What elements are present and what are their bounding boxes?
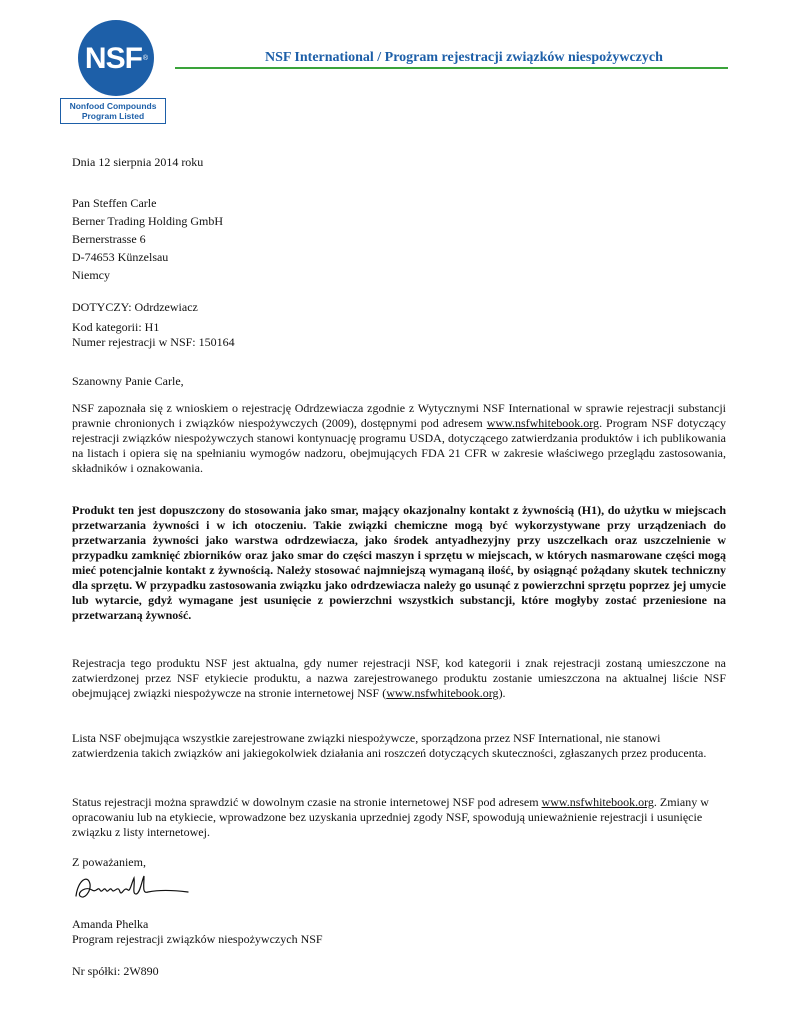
nsf-whitebook-link-1[interactable]: www.nsfwhitebook.org bbox=[486, 416, 600, 430]
nsf-logo-mark: NSF bbox=[84, 41, 142, 75]
salutation: Szanowny Panie Carle, bbox=[72, 374, 184, 388]
header-title: NSF International / Program rejestracji związków niespożywczych bbox=[265, 50, 663, 65]
recipient-address bbox=[72, 196, 726, 283]
paragraph-status-text-2: . Zmiany w opracowaniu lub na etykiecie, wprowadzone bez uzyskania uprzedniej zgody NSF, spowodują unieważnienie rejestracji i usunięcie związku z listy internetowej. bbox=[72, 795, 709, 839]
recipient-company: Berner Trading Holding GmbH bbox=[72, 214, 223, 228]
recipient-name: Pan Steffen Carle bbox=[72, 196, 157, 210]
recipient-country: Niemcy bbox=[72, 268, 110, 282]
handwritten-signature bbox=[72, 870, 192, 906]
nonfood-compounds-badge bbox=[60, 98, 166, 124]
letter-date: Dnia 12 sierpnia 2014 roku bbox=[72, 155, 204, 169]
nsf-logo-circle bbox=[78, 20, 154, 96]
header-divider bbox=[175, 67, 728, 69]
paragraph-review bbox=[72, 401, 726, 476]
paragraph-registration-text-1: Rejestracja tego produktu NSF jest aktualna, gdy numer rejestracji NSF, kod kategorii i znak rejestracji zostaną umieszczone na zatwierdzonej przez NSF etykiecie produktu, a nazwa zarejestrowanego produktu zostanie umieszczona na aktualnej liście NSF obejmującej związki niespożywcze na stronie internetowej NSF ( bbox=[72, 656, 726, 700]
paragraph-status bbox=[72, 795, 726, 840]
nsf-whitebook-link-2[interactable]: www.nsfwhitebook.org bbox=[386, 686, 499, 700]
recipient-street: Bernerstrasse 6 bbox=[72, 232, 146, 246]
paragraph-status-text-1: Status rejestracji można sprawdzić w dowolnym czasie na stronie internetowej NSF pod adresem bbox=[72, 795, 542, 809]
registration-number: Numer rejestracji w NSF: 150164 bbox=[72, 335, 235, 349]
category-code: Kod kategorii: H1 bbox=[72, 320, 160, 334]
paragraph-usage: Produkt ten jest dopuszczony do stosowania jako smar, mający okazjonalny kontakt z żywnością (H1), do użytku w miejscach przetwarzania żywności i w ich otoczeniu. Takie związki chemiczne mogą być wykorzystywane przy urządzeniach do przetwarzania żywności jako warstwa odrdzewiacza, jako środek antyadhezyjny przy uszczelkach oraz uszczelnienie w przypadku zamknięć zbiorników oraz jako smar do części maszyn i sprzętu w miejscach, w których nasmarowane części mogą mieć potencjalnie kontakt z żywnością. Należy stosować najmniejszą wymaganą ilość, by osiągnąć pożądany skutek techniczny dla sprzętu. W przypadku zastosowania związku jako odrdzewiacza należy go usunąć z powierzchni sprzętu poprzez jej umycie lub wytarcie, gdyż wymagane jest usunięcie z powierzchni wszystkich substancji, które mogłyby zostać przeniesione na przetwarzaną żywność. bbox=[72, 503, 726, 622]
paragraph-registration bbox=[72, 656, 726, 701]
nsf-logo bbox=[60, 20, 170, 130]
signatory-name: Amanda Phelka bbox=[72, 917, 149, 931]
closing: Z poważaniem, bbox=[72, 855, 146, 869]
signatory-title: Program rejestracji związków niespożywczych NSF bbox=[72, 932, 323, 946]
company-number: Nr spółki: 2W890 bbox=[72, 964, 159, 978]
badge-line-2: Program Listed bbox=[81, 111, 145, 121]
subject-regarding: DOTYCZY: Odrdzewiacz bbox=[72, 300, 198, 314]
registered-mark: ® bbox=[142, 54, 148, 62]
paragraph-review-text-1: NSF zapoznała się z wnioskiem o rejestrację Odrdzewiacza zgodnie z Wytycznymi NSF International w sprawie rejestracji substancji prawnie chronionych i związków niespożywczych (2009), dostępnymi pod adresem bbox=[72, 401, 726, 430]
paragraph-review-text-2: . Program NSF dotyczący rejestracji związków niespożywczych stanowi kontynuację programu USDA, dotyczącego zatwierdzania produktów i ich publikowania na listach i opiera się na spełnianiu wymogów nadzoru, obejmujących FDA 21 CFR w zakresie właściwego przeglądu zastosowania, składników i oznakowania. bbox=[72, 416, 726, 475]
badge-line-1: Nonfood Compounds bbox=[69, 101, 157, 111]
subject-details bbox=[72, 320, 726, 350]
signatory bbox=[72, 917, 726, 947]
paragraph-disclaimer: Lista NSF obejmująca wszystkie zarejestrowane związki niespożywcze, sporządzona przez NSF International, nie stanowi zatwierdzenia takich związków ani jakiegokolwiek działania ani roszczeń dotyczących skuteczności, zgłaszanych przez producenta. bbox=[72, 731, 707, 760]
paragraph-registration-text-2: ). bbox=[498, 686, 506, 700]
recipient-city: D-74653 Künzelsau bbox=[72, 250, 169, 264]
nsf-whitebook-link-3[interactable]: www.nsfwhitebook.org bbox=[541, 795, 654, 809]
